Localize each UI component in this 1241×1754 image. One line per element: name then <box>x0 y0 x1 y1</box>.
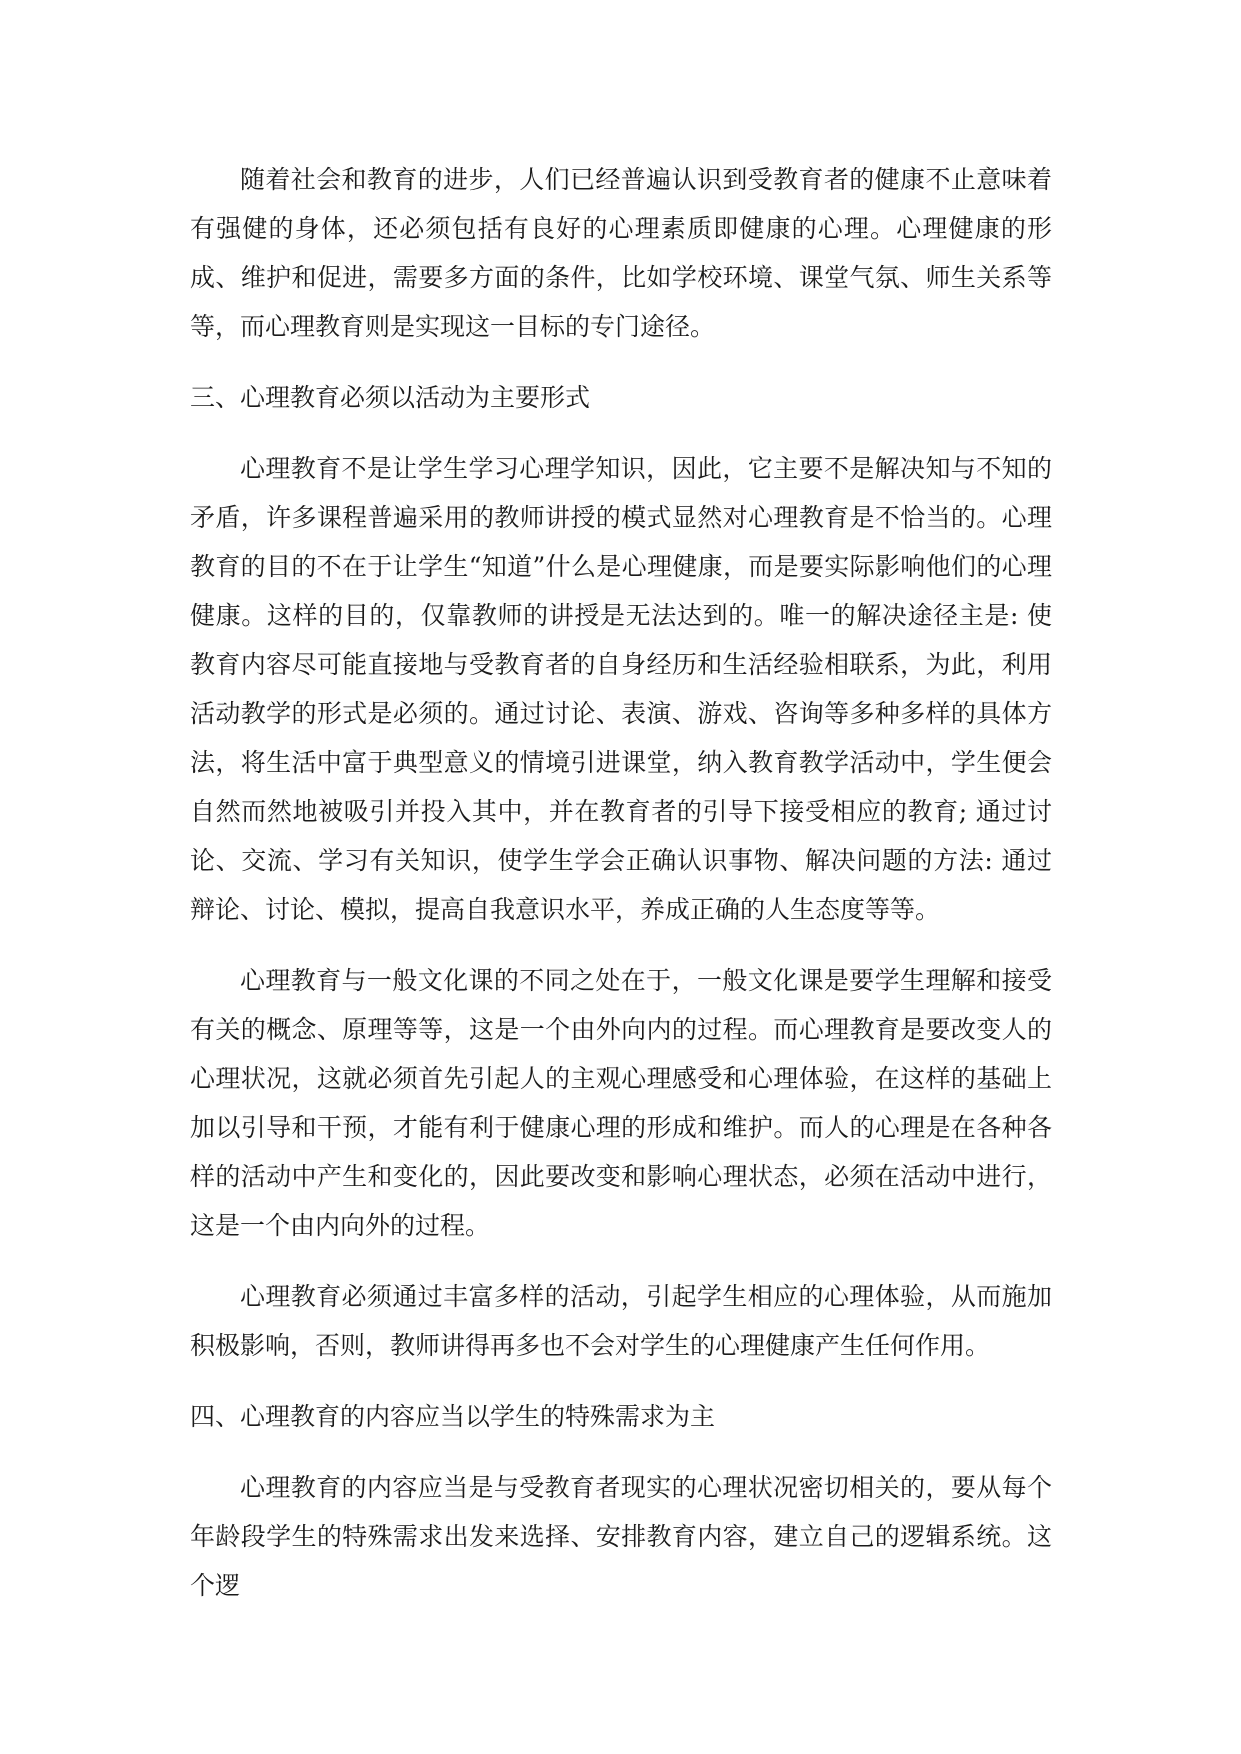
section-heading-3: 三、心理教育必须以活动为主要形式 <box>190 383 591 412</box>
paragraph-intro: 随着社会和教育的进步，人们已经普遍认识到受教育者的健康不止意味着有强健的身体，还必须包括有良好的心理素质即健康的心理。心理健康的形成、维护和促进，需要多方面的条件，比如学校环境、课堂气氛、师生关系等等，而心理教育则是实现这一目标的专门途径。 <box>190 165 1052 341</box>
paragraph-difference: 心理教育与一般文化课的不同之处在于，一般文化课是要学生理解和接受有关的概念、原理等等，这是一个由外向内的过程。而心理教育是要改变人的心理状况，这就必须首先引起人的主观心理感受和心理体验，在这样的基础上加以引导和干预，才能有利于健康心理的形成和维护。而人的心理是在各种各样的活动中产生和变化的，因此要改变和影响心理状态，必须在活动中进行，这是一个由内向外的过程。 <box>190 966 1052 1240</box>
paragraph-content-needs: 心理教育的内容应当是与受教育者现实的心理状况密切相关的，要从每个年龄段学生的特殊需求出发来选择、安排教育内容，建立自己的逻辑系统。这个逻 <box>190 1473 1052 1600</box>
section-heading-4: 四、心理教育的内容应当以学生的特殊需求为主 <box>190 1402 716 1431</box>
paragraph-activity-form: 心理教育不是让学生学习心理学知识，因此，它主要不是解决知与不知的矛盾，许多课程普遍采用的教师讲授的模式显然对心理教育是不恰当的。心理教育的目的不在于让学生“知道”什么是心理健康，而是要实际影响他们的心理健康。这样的目的，仅靠教师的讲授是无法达到的。唯一的解决途径主是: 使教育内容尽可能直接地与受教育者的自身经历和生活经验相联系，为此，利用活动教学的形式是必须的。通过讨论、表演、游戏、咨询等多种多样的具体方法，将生活中富于典型意义的情境引进课堂，纳入教育教学活动中，学生便会自然而然地被吸引并投入其中，并在教育者的引导下接受相应的教育; 通过讨论、交流、学习有关知识，使学生学会正确认识事物、解决问题的方法: 通过辩论、讨论、模拟，提高自我意识水平，养成正确的人生态度等等。 <box>190 454 1052 924</box>
paragraph-experience: 心理教育必须通过丰富多样的活动，引起学生相应的心理体验，从而施加积极影响，否则，教师讲得再多也不会对学生的心理健康产生任何作用。 <box>190 1282 1052 1360</box>
document-body <box>190 155 1052 1632</box>
